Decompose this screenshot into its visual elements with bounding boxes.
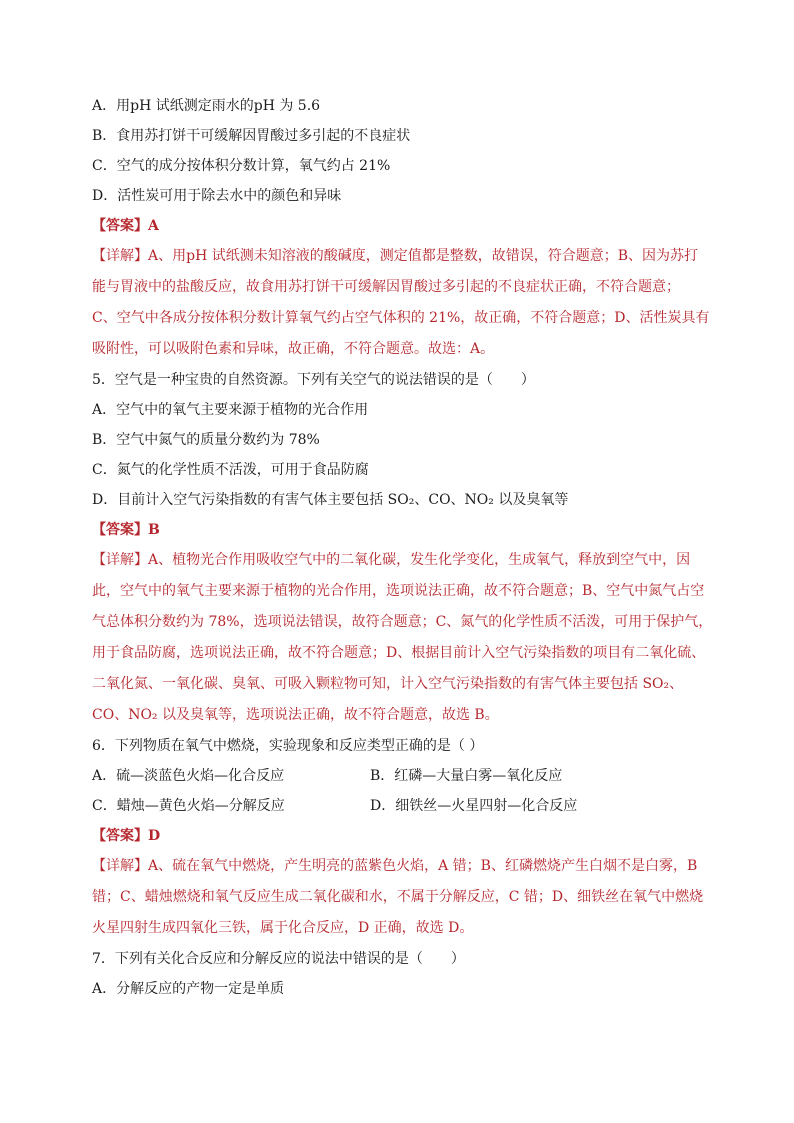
q5-option-a: A．空气中的氧气主要来源于植物的光合作用	[92, 402, 369, 418]
q5-option-b: B．空气中氮气的质量分数约为 78%	[92, 432, 320, 448]
question-4-options	[92, 96, 712, 206]
q6-option-a: A．硫—淡蓝色火焰—化合反应	[92, 768, 285, 784]
q5-detail-line: 气总体积分数约为 78%，选项说法错误，故符合题意；C、氮气的化学性质不活泼，可用于保护气，	[92, 614, 713, 630]
q4-option-a: A．用pH 试纸测定雨水的pH 为 5.6	[92, 98, 321, 114]
q5-answer: 【答案】B	[92, 522, 160, 538]
q4-option-b: B．食用苏打饼干可缓解因胃酸过多引起的不良症状	[92, 128, 411, 144]
q5-stem: 5．空气是一种宝贵的自然资源。下列有关空气的说法错误的是（ ）	[92, 372, 535, 388]
q6-options-row-1	[92, 766, 712, 786]
q4-answer: 【答案】A	[92, 218, 159, 234]
q5-detail-line: 用于食品防腐，选项说法正确，故不符合题意；D、根据目前计入空气污染指数的项目有二氧化硫、	[92, 645, 706, 661]
q6-option-b: B．红磷—大量白雾—氧化反应	[370, 768, 563, 784]
q6-detail-line: 【详解】A、硫在氧气中燃烧，产生明亮的蓝紫色火焰，A 错；B、红磷燃烧产生白烟不是白雾，B	[92, 858, 698, 874]
q4-detail-line: C、空气中各成分按体积分数计算氧气约占空气体积的 21%，故正确，不符合题意；D、活性炭具有	[92, 310, 710, 326]
q5-option-d: D．目前计入空气污染指数的有害气体主要包括 SO₂、CO、NO₂ 以及臭氧等	[92, 492, 569, 508]
q6-answer: 【答案】D	[92, 828, 161, 844]
q6-stem: 6．下列物质在氧气中燃烧，实验现象和反应类型正确的是（ ）	[92, 738, 484, 754]
q5-detail-line: 二氧化氮、一氧化碳、臭氧、可吸入颗粒物可知，计入空气污染指数的有害气体主要包括 SO₂、	[92, 676, 684, 692]
q6-detail	[92, 856, 712, 938]
q4-detail-line: 能与胃液中的盐酸反应，故食用苏打饼干可缓解因胃酸过多引起的不良症状正确，不符合题意；	[92, 279, 680, 295]
q4-option-d: D．活性炭可用于除去水中的颜色和异味	[92, 188, 342, 204]
q5-detail-line: 【详解】A、植物光合作用吸收空气中的二氧化碳，发生化学变化，生成氧气，释放到空气中，因	[92, 552, 691, 568]
q7-stem: 7．下列有关化合反应和分解反应的说法中错误的是（ ）	[92, 951, 465, 967]
q4-detail-line: 吸附性，可以吸附色素和异味，故正确，不符合题意。故选：A。	[92, 341, 495, 357]
q6-option-d: D．细铁丝—火星四射—化合反应	[370, 798, 578, 814]
q5-detail-line: 此，空气中的氧气主要来源于植物的光合作用，选项说法正确，故不符合题意；B、空气中氮气占空	[92, 583, 705, 599]
q5-option-c: C．氮气的化学性质不活泼，可用于食品防腐	[92, 462, 369, 478]
q4-detail-line: 【详解】A、用pH 试纸测未知溶液的酸碱度，测定值都是整数，故错误，符合题意；B、因为苏打	[92, 248, 699, 264]
q6-detail-line: 错；C、蜡烛燃烧和氧气反应生成二氧化碳和水，不属于分解反应，C 错；D、细铁丝在氧气中燃烧	[92, 889, 704, 905]
q6-options-row-2	[92, 796, 712, 816]
q6-detail-line: 火星四射生成四氧化三铁，属于化合反应，D 正确，故选 D。	[92, 920, 474, 936]
q4-option-c: C．空气的成分按体积分数计算，氧气约占 21%	[92, 158, 391, 174]
document-page	[92, 96, 712, 1009]
q7-option-a: A．分解反应的产物一定是单质	[92, 981, 285, 997]
q5-detail-line: CO、NO₂ 以及臭氧等，选项说法正确，故不符合题意，故选 B。	[92, 707, 499, 723]
q5-detail	[92, 550, 712, 725]
q4-detail	[92, 246, 712, 359]
q6-option-c: C．蜡烛—黄色火焰—分解反应	[92, 798, 285, 814]
